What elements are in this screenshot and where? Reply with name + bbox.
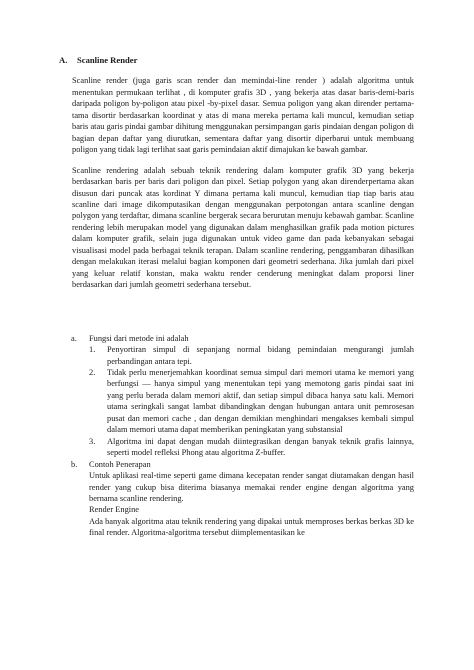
- numbered-list: [89, 344, 414, 459]
- paragraph-2: Scanline rendering adalah sebuah teknik rendering dalam komputer grafik 3D yang bekerja berdasarkan baris per baris dari poligon dan pixel. Setiap polygon yang akan direnderpertama akan disusun dari puncak atas kordinat Y dimana pertama kali muncul, kemudian tiap tiap baris atau scanline dari image dikomputasikan dengan menggunakan perpotongan antara scanline dengan polygon yang terdaftar, dimana scanline bergerak secara berurutan menuju kebawah gambar. Scanline rendering lebih merupakan model yang digunakan dalam menghasilkan grafik pada motion pictures dalam komputer grafik, selain juga digunakan untuk video game dan pada kebanyakan sebagai visualisasi model pada berbagai teknik terapan. Dalam scanline rendering, penggambaran dihasilkan dengan melakukan iterasi melalui bagian komponen dari geometri sederhana. Jika jumlah dari pixel yang keluar relatif konstan, maka waktu render cenderung meningkat dalam proporsi liner berdasarkan dari jumlah geometri sederhana tersebut.: [72, 165, 414, 290]
- section-marker: A.: [59, 55, 68, 65]
- numbered-item: [89, 367, 414, 436]
- numbered-item: [89, 436, 414, 459]
- list-item-body: [89, 333, 414, 459]
- section-title: Scanline Render: [77, 55, 138, 65]
- subsection-paragraph: Ada banyak algoritma atau teknik rendering yang dipakai untuk memproses berkas berkas 3D ke final render. Algoritma-algoritma tersebut diimplementasikan ke: [89, 516, 414, 538]
- numbered-item-text: Algoritma ini dapat dengan mudah diintegrasikan dengan banyak teknik grafis lainnya, seperti model refleksi Phong atau algoritma Z-buffer.: [107, 436, 414, 458]
- spacer: [72, 300, 414, 333]
- section-heading: [59, 55, 414, 66]
- list-item-body: [89, 459, 414, 539]
- numbered-item: [89, 344, 414, 367]
- number-marker: 1.: [89, 345, 96, 355]
- subsection-heading: Render Engine: [89, 505, 140, 515]
- list-marker: a.: [71, 333, 77, 343]
- list-item-b: [71, 459, 414, 539]
- number-marker: 2.: [89, 367, 96, 377]
- paragraph-1: Scanline render (juga garis scan render dan memindai-line render ) adalah algoritma untuk menentukan permukaan terlihat , di komputer grafis 3D , yang bekerja atas dasar baris-demi-baris daripada poligon by-poligon atau pixel -by-pixel dasar. Semua poligon yang akan dirender pertama-tama disortir berdasarkan koordinat y atas di mana mereka pertama kali muncul, kemudian setiap baris atau garis pindai gambar dihitung menggunakan persimpangan garis pindaian dengan poligon di bagian depan daftar yang diurutkan, sementara daftar yang disortir diperbarui untuk membuang poligon yang tidak lagi terlihat saat garis pemindaian aktif dimajukan ke bawah gambar.: [72, 76, 414, 155]
- numbered-item-text: Penyortiran simpul di sepanjang normal bidang pemindaian mengurangi jumlah perbandingan antara tepi.: [107, 345, 414, 366]
- list-marker: b.: [71, 459, 78, 469]
- number-marker: 3.: [89, 436, 96, 446]
- list-item-title: Contoh Penerapan: [89, 459, 151, 469]
- numbered-item-text: Tidak perlu menerjemahkan koordinat semua simpul dari memori utama ke memori yang berfungsi — hanya simpul yang menentukan tepi yang memotong garis pindai saat ini yang perlu berada dalam memori aktif, dan setiap simpul dibaca hanya satu kali. Memori utama seringkali sangat lambat dibandingkan dengan hubungan antara unit pemrosesan pusat dan memori cache , dan dengan demikian menghindari mengakses kembali simpul dalam memori utama dapat memberikan peningkatan yang substansial: [107, 367, 414, 435]
- subsection-paragraph: Untuk aplikasi real-time seperti game dimana kecepatan render sangat diutamakan dengan hasil render yang cukup bisa diterima biasanya memakai render engine dengan algoritma yang bernama scanline rendering.: [89, 471, 414, 503]
- list-item-a: [71, 333, 414, 459]
- list-item-title: Fungsi dari metode ini adalah: [89, 333, 189, 343]
- alpha-list: [72, 333, 414, 539]
